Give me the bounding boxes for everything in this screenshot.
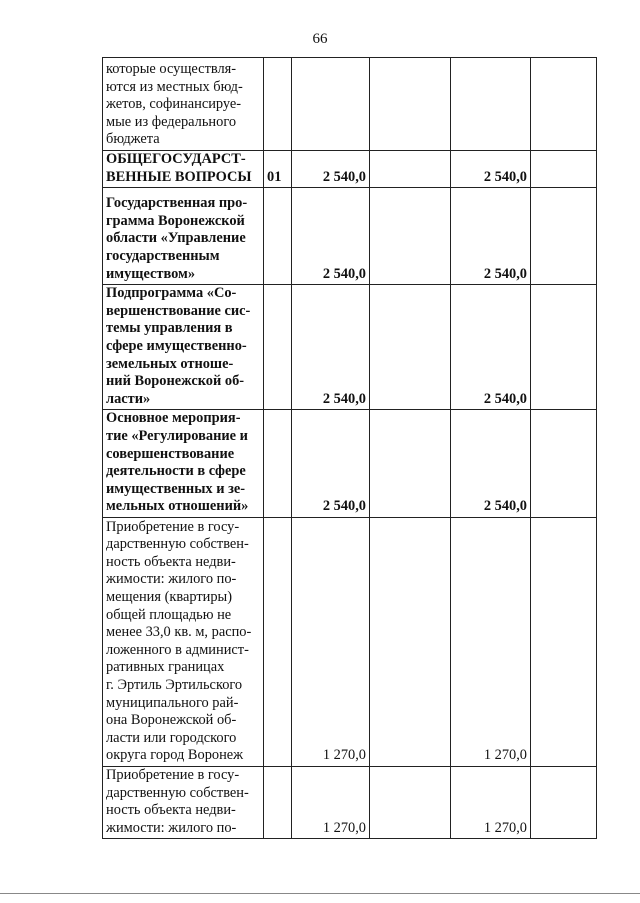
amount-cell-b: 1 270,0 [451, 766, 531, 838]
section-code-cell [264, 410, 292, 518]
row-name-line: Основное мероприя- [106, 410, 241, 427]
row-name-line: Подпрограмма «Со- [106, 285, 237, 302]
row-name-line: ложенного в админист- [106, 641, 249, 658]
row-name-line: Приобретение в госу- [106, 766, 240, 783]
row-name-line: мещения (квартиры) [106, 588, 233, 605]
amount-cell-b: 2 540,0 [451, 285, 531, 410]
row-name-line: имуществом» [106, 265, 196, 282]
row-name-line: земельных отноше- [106, 355, 234, 372]
row-name-line: имущественных и зе- [106, 480, 246, 497]
row-name-line: общей площадью не [106, 606, 232, 623]
table-row [103, 766, 597, 838]
row-name-line: деятельности в сфере [106, 463, 246, 480]
row-name-line: ВЕННЫЕ ВОПРОСЫ [106, 168, 252, 185]
table-row [103, 151, 597, 188]
amount-cell-a [292, 58, 370, 151]
empty-cell [370, 517, 451, 766]
empty-cell [531, 151, 597, 188]
amount-cell-a: 2 540,0 [292, 151, 370, 188]
row-name-line: ний Воронежской об- [106, 373, 245, 390]
row-name-cell [103, 285, 264, 410]
row-name-line: ность объекта недви- [106, 802, 236, 819]
empty-cell [370, 766, 451, 838]
empty-cell [370, 188, 451, 285]
row-name-line: сфере имущественно- [106, 337, 247, 354]
budget-table-body [103, 58, 597, 839]
row-name-line: муниципального рай- [106, 694, 239, 711]
row-name-line: тие «Регулирование и [106, 427, 248, 444]
budget-table [102, 57, 597, 839]
amount-cell-b [451, 58, 531, 151]
empty-cell [370, 151, 451, 188]
table-row [103, 58, 597, 151]
empty-cell [531, 188, 597, 285]
amount-cell-a: 2 540,0 [292, 410, 370, 518]
row-name-cell [103, 151, 264, 188]
empty-cell [370, 58, 451, 151]
section-code-cell [264, 188, 292, 285]
row-name-line: жетов, софинансируе- [106, 96, 242, 113]
row-name-line: ласти или городского [106, 729, 237, 746]
bottom-rule [0, 893, 640, 894]
table-row [103, 188, 597, 285]
table-row [103, 410, 597, 518]
row-name-line: ративных границах [106, 659, 225, 676]
empty-cell [531, 285, 597, 410]
row-name-line: совершенствование [106, 445, 235, 462]
empty-cell [370, 285, 451, 410]
page-number: 66 [312, 31, 328, 47]
row-name-line: Приобретение в госу- [106, 518, 240, 535]
section-code-cell [264, 285, 292, 410]
section-code-cell [264, 58, 292, 151]
table-row [103, 285, 597, 410]
row-name-line: темы управления в [106, 320, 233, 337]
row-name-line: дарственную собствен- [106, 784, 249, 801]
empty-cell [531, 766, 597, 838]
row-name-line: округа город Воронеж [106, 747, 244, 764]
row-name-line: мые из федерального [106, 113, 237, 130]
row-name-line: дарственную собствен- [106, 536, 249, 553]
amount-cell-a: 2 540,0 [292, 285, 370, 410]
empty-cell [370, 410, 451, 518]
amount-cell-a: 1 270,0 [292, 766, 370, 838]
row-name-line: ются из местных бюд- [106, 78, 243, 95]
row-name-cell [103, 410, 264, 518]
amount-cell-b: 1 270,0 [451, 517, 531, 766]
amount-cell-b: 2 540,0 [451, 188, 531, 285]
row-name-line: области «Управление [106, 230, 246, 247]
row-name-cell [103, 58, 264, 151]
row-name-line: Государственная про- [106, 195, 248, 212]
row-name-line: ОБЩЕГОСУДАРСТ- [106, 151, 246, 167]
section-code-cell: 01 [264, 151, 292, 188]
amount-cell-b: 2 540,0 [451, 410, 531, 518]
row-name-cell [103, 188, 264, 285]
section-code-cell [264, 766, 292, 838]
row-name-line: г. Эртиль Эртильского [106, 676, 243, 693]
row-name-line: грамма Воронежской [106, 212, 245, 229]
row-name-line: которые осуществля- [106, 61, 237, 78]
row-name-line: она Воронежской об- [106, 712, 237, 729]
row-name-cell [103, 766, 264, 838]
amount-cell-a: 2 540,0 [292, 188, 370, 285]
row-name-line: ласти» [106, 390, 151, 407]
empty-cell [531, 410, 597, 518]
row-name-cell [103, 517, 264, 766]
row-name-line: жимости: жилого по- [106, 571, 237, 588]
row-name-line: бюджета [106, 131, 160, 148]
empty-cell [531, 517, 597, 766]
row-name-line: ность объекта недви- [106, 553, 236, 570]
row-name-line: мельных отношений» [106, 498, 249, 515]
row-name-line: государственным [106, 248, 220, 264]
row-name-line: менее 33,0 кв. м, распо- [106, 624, 252, 641]
amount-cell-a: 1 270,0 [292, 517, 370, 766]
row-name-line: жимости: жилого по- [106, 819, 237, 836]
table-row [103, 517, 597, 766]
section-code-cell [264, 517, 292, 766]
empty-cell [531, 58, 597, 151]
row-name-line: вершенствование сис- [106, 302, 251, 319]
amount-cell-b: 2 540,0 [451, 151, 531, 188]
